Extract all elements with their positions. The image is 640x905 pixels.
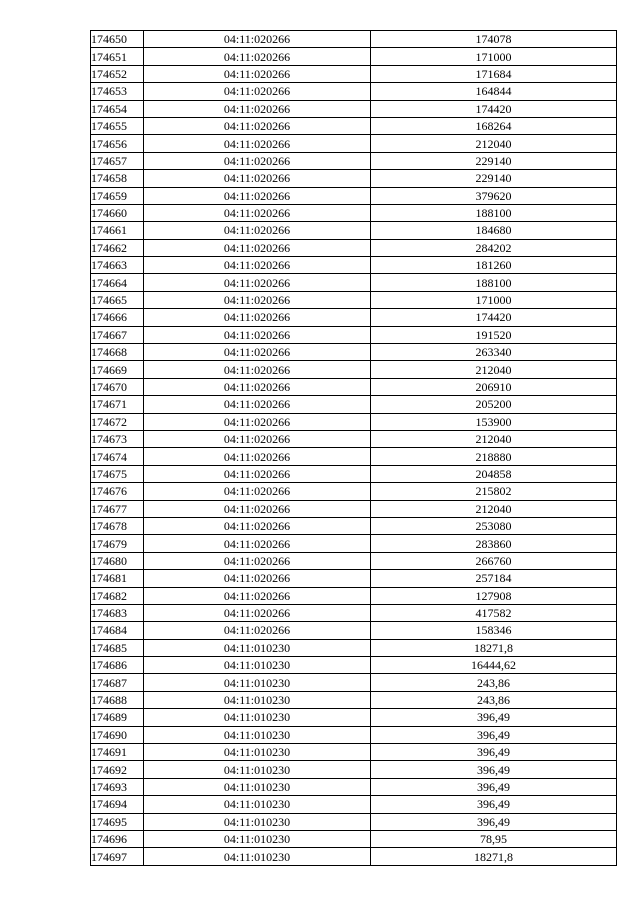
code-cell: 04:11:010230 xyxy=(144,778,371,795)
value-cell: 171000 xyxy=(371,291,617,308)
code-cell: 04:11:020266 xyxy=(144,239,371,256)
code-cell: 04:11:020266 xyxy=(144,448,371,465)
table-row xyxy=(91,726,617,743)
value-cell: 205200 xyxy=(371,396,617,413)
table-row xyxy=(91,848,617,865)
row-id-cell: 174688 xyxy=(91,691,144,708)
value-cell: 253080 xyxy=(371,517,617,534)
code-cell: 04:11:010230 xyxy=(144,674,371,691)
table-row xyxy=(91,691,617,708)
code-cell: 04:11:010230 xyxy=(144,796,371,813)
table-row xyxy=(91,448,617,465)
value-cell: 212040 xyxy=(371,361,617,378)
code-cell: 04:11:020266 xyxy=(144,117,371,134)
table-row xyxy=(91,796,617,813)
table-row xyxy=(91,657,617,674)
row-id-cell: 174657 xyxy=(91,152,144,169)
value-cell: 243,86 xyxy=(371,674,617,691)
value-cell: 188100 xyxy=(371,274,617,291)
row-id-cell: 174679 xyxy=(91,535,144,552)
table-row xyxy=(91,378,617,395)
code-cell: 04:11:020266 xyxy=(144,291,371,308)
table-row xyxy=(91,813,617,830)
row-id-cell: 174681 xyxy=(91,570,144,587)
table-row xyxy=(91,552,617,569)
code-cell: 04:11:010230 xyxy=(144,744,371,761)
row-id-cell: 174650 xyxy=(91,31,144,48)
row-id-cell: 174655 xyxy=(91,117,144,134)
code-cell: 04:11:010230 xyxy=(144,830,371,847)
code-cell: 04:11:010230 xyxy=(144,813,371,830)
code-cell: 04:11:020266 xyxy=(144,587,371,604)
table-row xyxy=(91,483,617,500)
row-id-cell: 174669 xyxy=(91,361,144,378)
table-row xyxy=(91,100,617,117)
table-row xyxy=(91,48,617,65)
row-id-cell: 174682 xyxy=(91,587,144,604)
table-row xyxy=(91,309,617,326)
table-row xyxy=(91,604,617,621)
table-row xyxy=(91,396,617,413)
row-id-cell: 174685 xyxy=(91,639,144,656)
table-row xyxy=(91,465,617,482)
value-cell: 78,95 xyxy=(371,830,617,847)
value-cell: 284202 xyxy=(371,239,617,256)
code-cell: 04:11:020266 xyxy=(144,326,371,343)
table-row xyxy=(91,274,617,291)
value-cell: 174420 xyxy=(371,100,617,117)
value-cell: 257184 xyxy=(371,570,617,587)
row-id-cell: 174673 xyxy=(91,430,144,447)
data-table xyxy=(90,30,617,866)
table-row xyxy=(91,135,617,152)
value-cell: 127908 xyxy=(371,587,617,604)
code-cell: 04:11:020266 xyxy=(144,344,371,361)
row-id-cell: 174674 xyxy=(91,448,144,465)
value-cell: 212040 xyxy=(371,135,617,152)
table-row xyxy=(91,170,617,187)
row-id-cell: 174661 xyxy=(91,222,144,239)
code-cell: 04:11:020266 xyxy=(144,31,371,48)
code-cell: 04:11:020266 xyxy=(144,135,371,152)
value-cell: 396,49 xyxy=(371,813,617,830)
table-row xyxy=(91,83,617,100)
row-id-cell: 174667 xyxy=(91,326,144,343)
code-cell: 04:11:020266 xyxy=(144,430,371,447)
code-cell: 04:11:010230 xyxy=(144,639,371,656)
value-cell: 174078 xyxy=(371,31,617,48)
row-id-cell: 174666 xyxy=(91,309,144,326)
row-id-cell: 174690 xyxy=(91,726,144,743)
row-id-cell: 174656 xyxy=(91,135,144,152)
row-id-cell: 174665 xyxy=(91,291,144,308)
value-cell: 184680 xyxy=(371,222,617,239)
value-cell: 153900 xyxy=(371,413,617,430)
row-id-cell: 174668 xyxy=(91,344,144,361)
row-id-cell: 174664 xyxy=(91,274,144,291)
value-cell: 206910 xyxy=(371,378,617,395)
table-row xyxy=(91,117,617,134)
code-cell: 04:11:020266 xyxy=(144,552,371,569)
row-id-cell: 174659 xyxy=(91,187,144,204)
table-row xyxy=(91,535,617,552)
code-cell: 04:11:020266 xyxy=(144,170,371,187)
value-cell: 204858 xyxy=(371,465,617,482)
code-cell: 04:11:020266 xyxy=(144,83,371,100)
row-id-cell: 174676 xyxy=(91,483,144,500)
value-cell: 396,49 xyxy=(371,778,617,795)
value-cell: 396,49 xyxy=(371,744,617,761)
row-id-cell: 174671 xyxy=(91,396,144,413)
value-cell: 218880 xyxy=(371,448,617,465)
value-cell: 229140 xyxy=(371,152,617,169)
value-cell: 158346 xyxy=(371,622,617,639)
table-row xyxy=(91,361,617,378)
table-row xyxy=(91,344,617,361)
table-row xyxy=(91,222,617,239)
value-cell: 164844 xyxy=(371,83,617,100)
row-id-cell: 174686 xyxy=(91,657,144,674)
table-row xyxy=(91,413,617,430)
code-cell: 04:11:020266 xyxy=(144,517,371,534)
table-row xyxy=(91,639,617,656)
code-cell: 04:11:020266 xyxy=(144,274,371,291)
code-cell: 04:11:010230 xyxy=(144,691,371,708)
code-cell: 04:11:020266 xyxy=(144,500,371,517)
table-row xyxy=(91,326,617,343)
row-id-cell: 174695 xyxy=(91,813,144,830)
value-cell: 396,49 xyxy=(371,761,617,778)
table-row xyxy=(91,517,617,534)
code-cell: 04:11:020266 xyxy=(144,622,371,639)
value-cell: 212040 xyxy=(371,500,617,517)
code-cell: 04:11:010230 xyxy=(144,848,371,865)
row-id-cell: 174651 xyxy=(91,48,144,65)
value-cell: 171000 xyxy=(371,48,617,65)
table-row xyxy=(91,587,617,604)
code-cell: 04:11:020266 xyxy=(144,65,371,82)
table-row xyxy=(91,291,617,308)
row-id-cell: 174670 xyxy=(91,378,144,395)
value-cell: 417582 xyxy=(371,604,617,621)
code-cell: 04:11:010230 xyxy=(144,657,371,674)
value-cell: 396,49 xyxy=(371,709,617,726)
row-id-cell: 174652 xyxy=(91,65,144,82)
row-id-cell: 174654 xyxy=(91,100,144,117)
code-cell: 04:11:010230 xyxy=(144,726,371,743)
row-id-cell: 174675 xyxy=(91,465,144,482)
value-cell: 171684 xyxy=(371,65,617,82)
table-row xyxy=(91,778,617,795)
value-cell: 396,49 xyxy=(371,726,617,743)
table-row xyxy=(91,570,617,587)
table-row xyxy=(91,500,617,517)
row-id-cell: 174680 xyxy=(91,552,144,569)
code-cell: 04:11:020266 xyxy=(144,465,371,482)
code-cell: 04:11:020266 xyxy=(144,396,371,413)
table-row xyxy=(91,204,617,221)
value-cell: 18271,8 xyxy=(371,639,617,656)
table-row xyxy=(91,187,617,204)
table-row xyxy=(91,622,617,639)
code-cell: 04:11:020266 xyxy=(144,535,371,552)
value-cell: 266760 xyxy=(371,552,617,569)
row-id-cell: 174689 xyxy=(91,709,144,726)
table-row xyxy=(91,239,617,256)
row-id-cell: 174660 xyxy=(91,204,144,221)
table-row xyxy=(91,709,617,726)
value-cell: 212040 xyxy=(371,430,617,447)
code-cell: 04:11:020266 xyxy=(144,48,371,65)
code-cell: 04:11:020266 xyxy=(144,413,371,430)
value-cell: 168264 xyxy=(371,117,617,134)
code-cell: 04:11:020266 xyxy=(144,187,371,204)
value-cell: 243,86 xyxy=(371,691,617,708)
table-row xyxy=(91,744,617,761)
code-cell: 04:11:010230 xyxy=(144,761,371,778)
table-body xyxy=(91,31,617,866)
value-cell: 18271,8 xyxy=(371,848,617,865)
value-cell: 379620 xyxy=(371,187,617,204)
value-cell: 16444,62 xyxy=(371,657,617,674)
row-id-cell: 174692 xyxy=(91,761,144,778)
code-cell: 04:11:020266 xyxy=(144,604,371,621)
code-cell: 04:11:010230 xyxy=(144,709,371,726)
code-cell: 04:11:020266 xyxy=(144,570,371,587)
value-cell: 191520 xyxy=(371,326,617,343)
code-cell: 04:11:020266 xyxy=(144,222,371,239)
row-id-cell: 174694 xyxy=(91,796,144,813)
row-id-cell: 174672 xyxy=(91,413,144,430)
row-id-cell: 174678 xyxy=(91,517,144,534)
code-cell: 04:11:020266 xyxy=(144,483,371,500)
table-row xyxy=(91,674,617,691)
row-id-cell: 174691 xyxy=(91,744,144,761)
row-id-cell: 174693 xyxy=(91,778,144,795)
table-row xyxy=(91,65,617,82)
value-cell: 174420 xyxy=(371,309,617,326)
table-row xyxy=(91,430,617,447)
value-cell: 229140 xyxy=(371,170,617,187)
table-row xyxy=(91,830,617,847)
table-row xyxy=(91,152,617,169)
value-cell: 215802 xyxy=(371,483,617,500)
row-id-cell: 174662 xyxy=(91,239,144,256)
code-cell: 04:11:020266 xyxy=(144,309,371,326)
value-cell: 396,49 xyxy=(371,796,617,813)
row-id-cell: 174683 xyxy=(91,604,144,621)
table-row xyxy=(91,31,617,48)
value-cell: 188100 xyxy=(371,204,617,221)
table-row xyxy=(91,761,617,778)
code-cell: 04:11:020266 xyxy=(144,361,371,378)
value-cell: 181260 xyxy=(371,257,617,274)
code-cell: 04:11:020266 xyxy=(144,204,371,221)
row-id-cell: 174684 xyxy=(91,622,144,639)
row-id-cell: 174658 xyxy=(91,170,144,187)
row-id-cell: 174697 xyxy=(91,848,144,865)
code-cell: 04:11:020266 xyxy=(144,378,371,395)
table-row xyxy=(91,257,617,274)
value-cell: 263340 xyxy=(371,344,617,361)
code-cell: 04:11:020266 xyxy=(144,100,371,117)
row-id-cell: 174653 xyxy=(91,83,144,100)
row-id-cell: 174663 xyxy=(91,257,144,274)
value-cell: 283860 xyxy=(371,535,617,552)
code-cell: 04:11:020266 xyxy=(144,257,371,274)
row-id-cell: 174696 xyxy=(91,830,144,847)
code-cell: 04:11:020266 xyxy=(144,152,371,169)
row-id-cell: 174687 xyxy=(91,674,144,691)
row-id-cell: 174677 xyxy=(91,500,144,517)
